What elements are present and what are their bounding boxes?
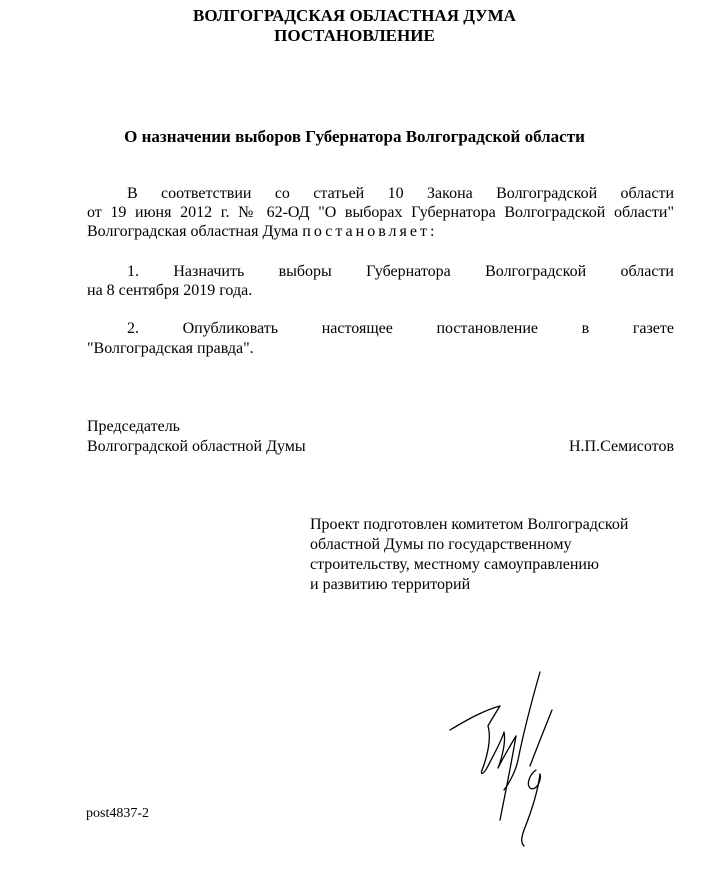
preamble-subject: Волгоградская областная Дума <box>87 223 303 240</box>
preamble-verb: постановляет: <box>302 223 438 240</box>
handwritten-signature <box>440 670 570 850</box>
item-1-line-2: на 8 сентября 2019 года. <box>87 282 253 299</box>
signatory-position-line-2: Волгоградской областной Думы <box>87 438 306 455</box>
organization-name: ВОЛГОГРАДСКАЯ ОБЛАСТНАЯ ДУМА <box>193 6 516 25</box>
preamble-line-2: от 19 июня 2012 г. № 62-ОД "О выборах Губернатора Волгоградской области" <box>87 204 674 221</box>
prepared-by-line-4: и развитию территорий <box>310 576 471 593</box>
signatory-name: Н.П.Семисотов <box>569 438 674 455</box>
item-2-line-1: 2. Опубликовать настоящее постановление в газете <box>127 320 674 337</box>
preamble-line-1: В соответствии со статьей 10 Закона Волгоградской области <box>127 185 674 202</box>
document-code: post4837-2 <box>86 806 149 821</box>
item-2-line-2: "Волгоградская правда". <box>87 340 254 357</box>
item-1-line-1: 1. Назначить выборы Губернатора Волгоградской области <box>127 263 674 280</box>
prepared-by-note <box>310 515 628 595</box>
preamble-line-3 <box>87 223 437 241</box>
document-title: О назначении выборов Губернатора Волгоградской области <box>124 127 585 146</box>
prepared-by-line-1: Проект подготовлен комитетом Волгоградской <box>310 516 629 533</box>
prepared-by-line-3: строительству, местному самоуправлению <box>310 556 599 573</box>
prepared-by-line-2: областной Думы по государственному <box>310 536 572 553</box>
document-type: ПОСТАНОВЛЕНИЕ <box>274 26 435 45</box>
signatory-position-line-1: Председатель <box>87 418 180 435</box>
